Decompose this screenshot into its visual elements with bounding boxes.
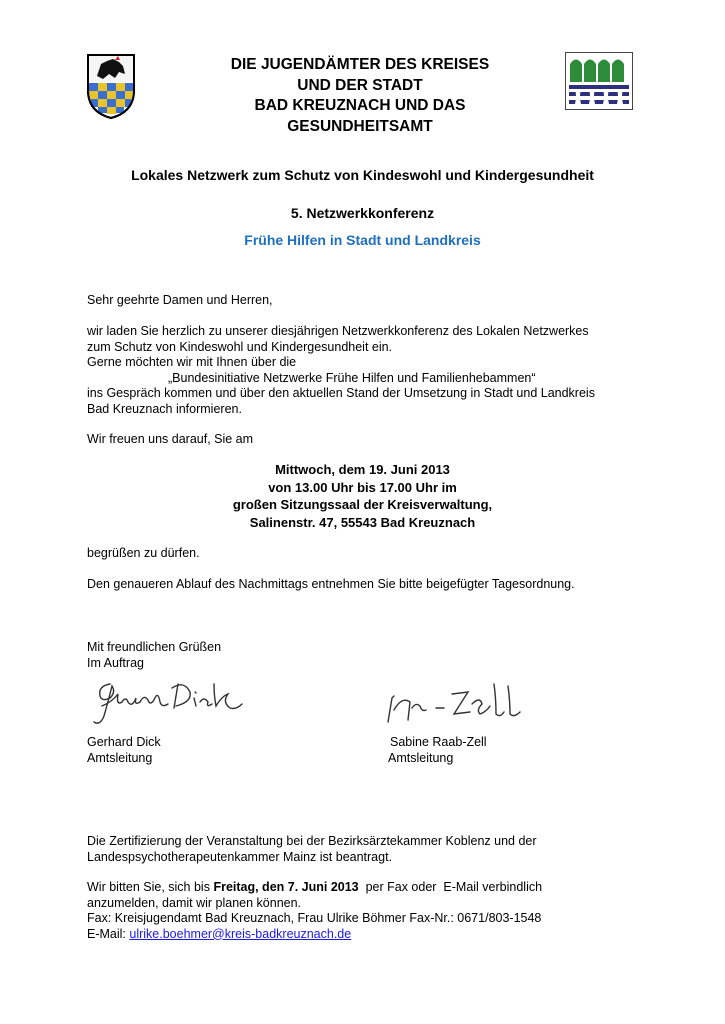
intro-line: Bad Kreuznach informieren. bbox=[87, 401, 242, 416]
certification-line: Landespsychotherapeutenkammer Mainz ist beantragt. bbox=[87, 849, 393, 864]
intro-paragraph bbox=[87, 324, 595, 417]
on-behalf: Im Auftrag bbox=[87, 655, 144, 670]
closing-block bbox=[87, 640, 221, 671]
letter-header bbox=[210, 55, 510, 137]
looking-forward-text: Wir freuen uns darauf, Sie am bbox=[87, 432, 254, 446]
signatory-title: Amtsleitung bbox=[388, 750, 454, 765]
signatory-block-right bbox=[388, 735, 487, 766]
conference-title: 5. Netzwerkkonferenz bbox=[290, 205, 435, 221]
certification-line: Die Zertifizierung der Veranstaltung bei der Bezirksärztekammer Koblenz und der bbox=[87, 834, 537, 848]
event-time: von 13.00 Uhr bis 17.00 Uhr im bbox=[268, 479, 457, 495]
fax-line: Fax: Kreisjugendamt Bad Kreuznach, Frau Ulrike Böhmer Fax-Nr.: 0671/803-1548 bbox=[87, 911, 542, 925]
signature-sabine-raab-zell bbox=[380, 678, 545, 730]
email-label: E-Mail: bbox=[87, 926, 130, 941]
registration-suffix: per Fax oder E-Mail verbindlich bbox=[358, 880, 543, 894]
signature-gerhard-dick bbox=[88, 672, 248, 730]
intro-line: Gerne möchten wir mit Ihnen über die bbox=[87, 355, 297, 369]
registration-block bbox=[87, 880, 542, 942]
initiative-name: „Bundesinitiative Netzwerke Frühe Hilfen und Familienhebammen“ bbox=[168, 370, 536, 385]
registration-line: anzumelden, damit wir planen können. bbox=[87, 895, 302, 910]
registration-deadline: Freitag, den 7. Juni 2013 bbox=[213, 880, 359, 894]
email-line bbox=[87, 927, 542, 943]
event-address: Salinenstr. 47, 55543 Bad Kreuznach bbox=[249, 514, 476, 530]
header-line: BAD KREUZNACH UND DAS bbox=[254, 97, 466, 114]
registration-line bbox=[87, 880, 542, 896]
signatory-name: Gerhard Dick bbox=[87, 735, 161, 749]
signatory-name: Sabine Raab-Zell bbox=[390, 735, 487, 749]
conference-topic: Frühe Hilfen in Stadt und Landkreis bbox=[244, 232, 481, 248]
registration-prefix: Wir bitten Sie, sich bis bbox=[87, 880, 214, 894]
email-link[interactable]: ulrike.boehmer@kreis-badkreuznach.de bbox=[129, 926, 352, 941]
intro-line: zum Schutz von Kindeswohl und Kindergesundheit ein. bbox=[87, 339, 393, 354]
signatory-block-left bbox=[87, 735, 161, 766]
closing: Mit freundlichen Grüßen bbox=[87, 640, 222, 654]
header-line: GESUNDHEITSAMT bbox=[287, 117, 433, 135]
event-date: Mittwoch, dem 19. Juni 2013 bbox=[275, 462, 450, 477]
intro-line: wir laden Sie herzlich zu unserer diesjährigen Netzwerkkonferenz des Lokalen Netzwerkes bbox=[87, 324, 589, 338]
greet-text: begrüßen zu dürfen. bbox=[87, 546, 200, 560]
salutation: Sehr geehrte Damen und Herren, bbox=[87, 293, 273, 307]
event-details bbox=[0, 461, 725, 531]
agenda-text: Den genaueren Ablauf des Nachmittags entnehmen Sie bitte beigefügter Tagesordnung. bbox=[87, 577, 575, 591]
header-line: DIE JUGENDÄMTER DES KREISES bbox=[230, 56, 490, 73]
coat-of-arms-logo bbox=[85, 52, 137, 120]
header-line: UND DER STADT bbox=[297, 76, 423, 94]
certification-note bbox=[87, 834, 537, 865]
event-venue: großen Sitzungssaal der Kreisverwaltung, bbox=[232, 497, 493, 512]
signatory-title: Amtsleitung bbox=[87, 750, 153, 765]
network-title: Lokales Netzwerk zum Schutz von Kindeswohl und Kindergesundheit bbox=[131, 167, 594, 183]
city-logo bbox=[565, 52, 633, 110]
intro-line: ins Gespräch kommen und über den aktuellen Stand der Umsetzung in Stadt und Landkreis bbox=[87, 386, 595, 400]
